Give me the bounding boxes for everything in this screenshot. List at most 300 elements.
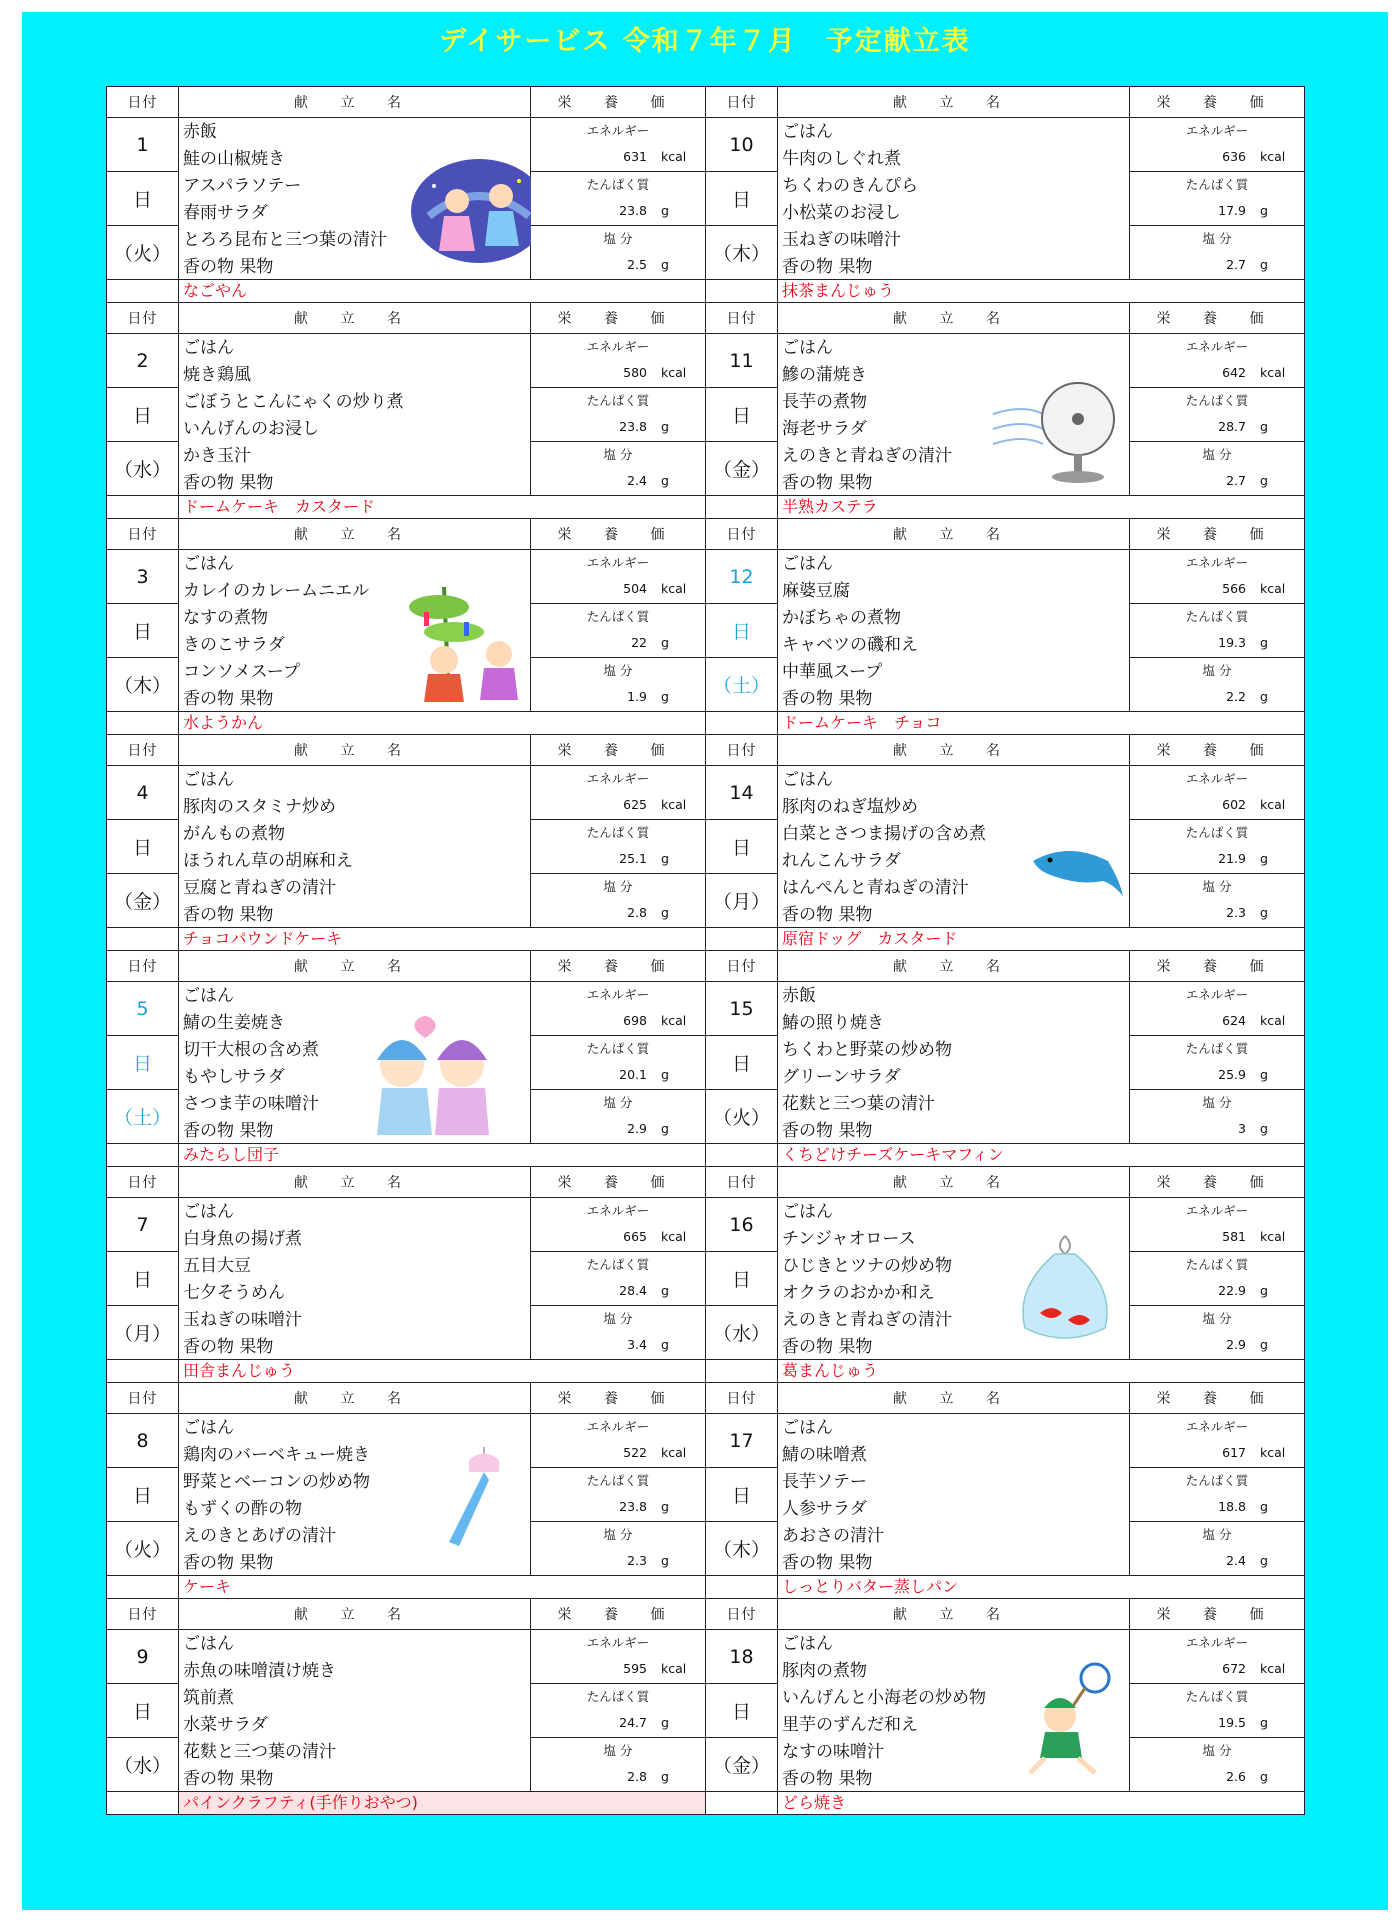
menu-item: えのきと青ねぎの清汁 bbox=[782, 1310, 952, 1330]
menu-item: 香の物 果物 bbox=[782, 905, 873, 925]
day-suffix: 日 bbox=[706, 1468, 778, 1522]
menu-list bbox=[179, 118, 531, 280]
day-suffix: 日 bbox=[706, 172, 778, 226]
date-blank-cell bbox=[107, 1360, 179, 1383]
menu-item: ごはん bbox=[183, 986, 234, 1006]
menu-item: 香の物 果物 bbox=[782, 1769, 873, 1789]
nutrition-label: たんぱく質 bbox=[586, 825, 650, 840]
menu-item: 香の物 果物 bbox=[782, 1337, 873, 1357]
day-suffix: 日 bbox=[107, 1036, 179, 1090]
header-menu: 献 立 名 bbox=[179, 735, 531, 766]
nutrition-label: たんぱく質 bbox=[586, 1257, 650, 1272]
menu-page bbox=[22, 12, 1388, 1910]
day-of-week: （火） bbox=[107, 226, 179, 280]
day-suffix: 日 bbox=[706, 388, 778, 442]
menu-item: 香の物 果物 bbox=[183, 1553, 274, 1573]
nutrition-value: 581 bbox=[1222, 1229, 1246, 1244]
header-date: 日付 bbox=[706, 735, 778, 766]
header-nutrition: 栄 養 価 bbox=[531, 735, 706, 766]
header-menu: 献 立 名 bbox=[179, 1167, 531, 1198]
nutrition-label: たんぱく質 bbox=[586, 1689, 650, 1704]
menu-item: 豆腐と青ねぎの清汁 bbox=[183, 878, 336, 898]
nutrition-protein bbox=[531, 604, 706, 658]
nutrition-unit: g bbox=[1260, 1337, 1268, 1352]
menu-item: 香の物 果物 bbox=[183, 1769, 274, 1789]
day-of-week: （金） bbox=[706, 1738, 778, 1792]
menu-item: 白菜とさつま揚げの含め煮 bbox=[782, 824, 986, 844]
header-menu: 献 立 名 bbox=[778, 1599, 1130, 1630]
date-blank-cell bbox=[107, 1576, 179, 1599]
nutrition-label: エネルギー bbox=[1185, 987, 1249, 1002]
nutrition-unit: g bbox=[661, 257, 669, 272]
nutrition-value: 3 bbox=[1238, 1121, 1246, 1136]
day-of-week: （水） bbox=[706, 1306, 778, 1360]
day-of-week: （金） bbox=[107, 874, 179, 928]
nutrition-label: たんぱく質 bbox=[1185, 1257, 1249, 1272]
nutrition-value: 2.8 bbox=[627, 905, 647, 920]
menu-item: 鯖の味噌煮 bbox=[782, 1445, 867, 1465]
nutrition-label: エネルギー bbox=[1185, 123, 1249, 138]
menu-item: 玉ねぎの味噌汁 bbox=[782, 230, 901, 250]
menu-item: 五目大豆 bbox=[183, 1256, 251, 1276]
menu-item: 鰺の蒲焼き bbox=[782, 365, 867, 385]
nutrition-unit: g bbox=[661, 851, 669, 866]
menu-list bbox=[179, 766, 531, 928]
day-suffix: 日 bbox=[706, 1252, 778, 1306]
menu-item: 鮭の山椒焼き bbox=[183, 149, 285, 169]
menu-item: 筑前煮 bbox=[183, 1688, 234, 1708]
date-blank-cell bbox=[107, 280, 179, 303]
nutrition-unit: g bbox=[1260, 203, 1268, 218]
menu-item: 香の物 果物 bbox=[183, 257, 274, 277]
nutrition-value: 625 bbox=[623, 797, 647, 812]
header-date: 日付 bbox=[706, 1383, 778, 1414]
nutrition-unit: g bbox=[1260, 1067, 1268, 1082]
menu-list bbox=[778, 550, 1130, 712]
nutrition-value: 504 bbox=[623, 581, 647, 596]
header-nutrition: 栄 養 価 bbox=[531, 1167, 706, 1198]
nutrition-value: 580 bbox=[623, 365, 647, 380]
nutrition-label: たんぱく質 bbox=[1185, 1473, 1249, 1488]
day-number: 2 bbox=[107, 334, 179, 388]
menu-item: カレイのカレームニエル bbox=[183, 581, 370, 601]
menu-list bbox=[179, 982, 531, 1144]
nutrition-value: 28.4 bbox=[619, 1283, 647, 1298]
nutrition-label: 塩 分 bbox=[1202, 1527, 1232, 1542]
day-suffix: 日 bbox=[706, 820, 778, 874]
nutrition-value: 1.9 bbox=[627, 689, 647, 704]
header-nutrition: 栄 養 価 bbox=[531, 519, 706, 550]
menu-item: 香の物 果物 bbox=[782, 1121, 873, 1141]
header-date: 日付 bbox=[107, 1167, 179, 1198]
nutrition-value: 602 bbox=[1222, 797, 1246, 812]
menu-item: ごぼうとこんにゃくの炒り煮 bbox=[183, 392, 404, 412]
nutrition-value: 28.7 bbox=[1218, 419, 1246, 434]
day-number: 11 bbox=[706, 334, 778, 388]
day-number: 3 bbox=[107, 550, 179, 604]
nutrition-unit: g bbox=[661, 905, 669, 920]
nutrition-value: 2.8 bbox=[627, 1769, 647, 1784]
nutrition-unit: kcal bbox=[661, 581, 687, 596]
day-number: 4 bbox=[107, 766, 179, 820]
date-blank-cell bbox=[107, 712, 179, 735]
menu-item: いんげんのお浸し bbox=[183, 419, 319, 439]
day-of-week: （火） bbox=[706, 1090, 778, 1144]
menu-grid bbox=[106, 86, 1305, 1815]
nutrition-protein bbox=[531, 388, 706, 442]
nutrition-salt bbox=[531, 1738, 706, 1792]
header-menu: 献 立 名 bbox=[179, 87, 531, 118]
menu-item: はんぺんと青ねぎの清汁 bbox=[782, 878, 969, 898]
day-suffix: 日 bbox=[107, 1684, 179, 1738]
nutrition-label: エネルギー bbox=[1185, 1635, 1249, 1650]
nutrition-kcal bbox=[1130, 334, 1305, 388]
nutrition-unit: g bbox=[661, 473, 669, 488]
menu-item: 赤魚の味噌漬け焼き bbox=[183, 1661, 336, 1681]
menu-item: チンジャオロース bbox=[782, 1229, 916, 1249]
nutrition-unit: kcal bbox=[1260, 1229, 1286, 1244]
nutrition-value: 642 bbox=[1222, 365, 1246, 380]
nutrition-label: たんぱく質 bbox=[1185, 393, 1249, 408]
nutrition-kcal bbox=[1130, 118, 1305, 172]
nutrition-value: 617 bbox=[1222, 1445, 1246, 1460]
menu-item: ちくわのきんぴら bbox=[782, 176, 918, 196]
nutrition-protein bbox=[1130, 388, 1305, 442]
header-date: 日付 bbox=[107, 1599, 179, 1630]
header-menu: 献 立 名 bbox=[778, 519, 1130, 550]
menu-item: とろろ昆布と三つ葉の清汁 bbox=[183, 230, 387, 250]
nutrition-unit: kcal bbox=[1260, 797, 1286, 812]
snack-item: ドームケーキ チョコ bbox=[778, 712, 1305, 735]
menu-item: ごはん bbox=[183, 1634, 234, 1654]
menu-item: もやしサラダ bbox=[183, 1067, 285, 1087]
nutrition-unit: kcal bbox=[661, 365, 687, 380]
nutrition-unit: g bbox=[1260, 419, 1268, 434]
day-block bbox=[706, 519, 1305, 735]
nutrition-value: 2.2 bbox=[1226, 689, 1246, 704]
menu-item: オクラのおかか和え bbox=[782, 1283, 935, 1303]
menu-item: れんこんサラダ bbox=[782, 851, 901, 871]
nutrition-salt bbox=[531, 226, 706, 280]
snack-item: チョコパウンドケーキ bbox=[179, 928, 706, 951]
nutrition-unit: kcal bbox=[1260, 365, 1286, 380]
nutrition-unit: g bbox=[661, 1067, 669, 1082]
menu-list bbox=[778, 334, 1130, 496]
nutrition-label: 塩 分 bbox=[603, 879, 633, 894]
nutrition-value: 566 bbox=[1222, 581, 1246, 596]
nutrition-label: たんぱく質 bbox=[1185, 1041, 1249, 1056]
nutrition-unit: g bbox=[661, 689, 669, 704]
header-menu: 献 立 名 bbox=[179, 1599, 531, 1630]
day-of-week: （金） bbox=[706, 442, 778, 496]
menu-item: 香の物 果物 bbox=[782, 1553, 873, 1573]
date-blank-cell bbox=[107, 496, 179, 519]
menu-item: なすの味噌汁 bbox=[782, 1742, 884, 1762]
menu-item: ごはん bbox=[183, 554, 234, 574]
nutrition-salt bbox=[1130, 1090, 1305, 1144]
day-number: 12 bbox=[706, 550, 778, 604]
menu-item: 赤飯 bbox=[782, 986, 816, 1006]
menu-item: あおさの清汁 bbox=[782, 1526, 884, 1546]
menu-item: 香の物 果物 bbox=[782, 689, 873, 709]
nutrition-unit: g bbox=[661, 1283, 669, 1298]
header-menu: 献 立 名 bbox=[179, 303, 531, 334]
nutrition-label: エネルギー bbox=[586, 1203, 650, 1218]
menu-item: 切干大根の含め煮 bbox=[183, 1040, 319, 1060]
nutrition-label: エネルギー bbox=[1185, 1203, 1249, 1218]
day-suffix: 日 bbox=[706, 1036, 778, 1090]
menu-item: 小松菜のお浸し bbox=[782, 203, 901, 223]
nutrition-value: 2.3 bbox=[1226, 905, 1246, 920]
menu-item: コンソメスープ bbox=[183, 662, 300, 682]
day-block bbox=[706, 303, 1305, 519]
nutrition-value: 672 bbox=[1222, 1661, 1246, 1676]
nutrition-label: 塩 分 bbox=[1202, 231, 1232, 246]
snack-item: みたらし団子 bbox=[179, 1144, 706, 1167]
day-number: 1 bbox=[107, 118, 179, 172]
header-nutrition: 栄 養 価 bbox=[531, 1383, 706, 1414]
nutrition-label: エネルギー bbox=[586, 1635, 650, 1650]
menu-item: 野菜とベーコンの炒め物 bbox=[183, 1472, 370, 1492]
day-block bbox=[107, 87, 706, 303]
nutrition-unit: g bbox=[661, 1769, 669, 1784]
header-date: 日付 bbox=[107, 519, 179, 550]
nutrition-kcal bbox=[1130, 1198, 1305, 1252]
menu-item: 玉ねぎの味噌汁 bbox=[183, 1310, 302, 1330]
snack-item: くちどけチーズケーキマフィン bbox=[778, 1144, 1305, 1167]
header-menu: 献 立 名 bbox=[778, 303, 1130, 334]
nutrition-value: 19.3 bbox=[1218, 635, 1246, 650]
day-number: 16 bbox=[706, 1198, 778, 1252]
nutrition-label: エネルギー bbox=[586, 771, 650, 786]
nutrition-unit: g bbox=[1260, 1769, 1268, 1784]
menu-item: 香の物 果物 bbox=[183, 1121, 274, 1141]
menu-item: 豚肉の煮物 bbox=[782, 1661, 867, 1681]
header-nutrition: 栄 養 価 bbox=[1130, 303, 1305, 334]
nutrition-label: たんぱく質 bbox=[586, 1041, 650, 1056]
menu-item: ごはん bbox=[782, 770, 833, 790]
nutrition-protein bbox=[531, 1684, 706, 1738]
nutrition-unit: kcal bbox=[661, 1661, 687, 1676]
nutrition-salt bbox=[1130, 1738, 1305, 1792]
menu-item: えのきとあげの清汁 bbox=[183, 1526, 336, 1546]
nutrition-protein bbox=[531, 1468, 706, 1522]
menu-item: ごはん bbox=[183, 338, 234, 358]
menu-list bbox=[778, 118, 1130, 280]
nutrition-kcal bbox=[1130, 1630, 1305, 1684]
nutrition-protein bbox=[1130, 1252, 1305, 1306]
nutrition-kcal bbox=[531, 1198, 706, 1252]
nutrition-unit: g bbox=[1260, 905, 1268, 920]
nutrition-unit: g bbox=[661, 1499, 669, 1514]
day-of-week: （月） bbox=[107, 1306, 179, 1360]
nutrition-unit: g bbox=[661, 635, 669, 650]
nutrition-label: 塩 分 bbox=[1202, 1743, 1232, 1758]
nutrition-protein bbox=[1130, 172, 1305, 226]
header-date: 日付 bbox=[107, 735, 179, 766]
nutrition-value: 665 bbox=[623, 1229, 647, 1244]
day-of-week: （水） bbox=[107, 442, 179, 496]
menu-item: ごはん bbox=[782, 338, 833, 358]
nutrition-unit: kcal bbox=[1260, 1661, 1286, 1676]
menu-item: 白身魚の揚げ煮 bbox=[183, 1229, 302, 1249]
day-block bbox=[107, 735, 706, 951]
menu-item: いんげんと小海老の炒め物 bbox=[782, 1688, 986, 1708]
nutrition-unit: kcal bbox=[1260, 1445, 1286, 1460]
nutrition-value: 24.7 bbox=[619, 1715, 647, 1730]
day-of-week: （木） bbox=[706, 1522, 778, 1576]
nutrition-label: エネルギー bbox=[1185, 555, 1249, 570]
nutrition-kcal bbox=[531, 982, 706, 1036]
nutrition-protein bbox=[1130, 1036, 1305, 1090]
nutrition-label: 塩 分 bbox=[603, 1311, 633, 1326]
header-menu: 献 立 名 bbox=[179, 951, 531, 982]
menu-item: ごはん bbox=[183, 770, 234, 790]
snack-item: どら焼き bbox=[778, 1792, 1305, 1815]
nutrition-value: 25.1 bbox=[619, 851, 647, 866]
menu-item: 麻婆豆腐 bbox=[782, 581, 850, 601]
menu-item: 赤飯 bbox=[183, 122, 217, 142]
nutrition-value: 18.8 bbox=[1218, 1499, 1246, 1514]
header-date: 日付 bbox=[107, 87, 179, 118]
header-date: 日付 bbox=[107, 1383, 179, 1414]
nutrition-value: 22 bbox=[631, 635, 647, 650]
nutrition-unit: g bbox=[1260, 1121, 1268, 1136]
snack-item: なごやん bbox=[179, 280, 706, 303]
menu-list bbox=[778, 982, 1130, 1144]
nutrition-salt bbox=[1130, 1306, 1305, 1360]
nutrition-value: 3.4 bbox=[627, 1337, 647, 1352]
menu-list bbox=[179, 334, 531, 496]
nutrition-value: 631 bbox=[623, 149, 647, 164]
nutrition-label: 塩 分 bbox=[603, 663, 633, 678]
menu-item: もずくの酢の物 bbox=[183, 1499, 302, 1519]
menu-list bbox=[778, 766, 1130, 928]
day-number: 5 bbox=[107, 982, 179, 1036]
menu-item: えのきと青ねぎの清汁 bbox=[782, 446, 952, 466]
nutrition-value: 2.7 bbox=[1226, 473, 1246, 488]
menu-item: 香の物 果物 bbox=[782, 473, 873, 493]
nutrition-unit: kcal bbox=[1260, 581, 1286, 596]
nutrition-unit: g bbox=[1260, 1715, 1268, 1730]
menu-item: 香の物 果物 bbox=[183, 905, 274, 925]
nutrition-value: 25.9 bbox=[1218, 1067, 1246, 1082]
nutrition-protein bbox=[531, 820, 706, 874]
nutrition-value: 2.3 bbox=[627, 1553, 647, 1568]
nutrition-value: 636 bbox=[1222, 149, 1246, 164]
nutrition-label: エネルギー bbox=[1185, 771, 1249, 786]
day-block bbox=[107, 1383, 706, 1599]
menu-item: きのこサラダ bbox=[183, 635, 285, 655]
menu-list bbox=[179, 1630, 531, 1792]
nutrition-value: 23.8 bbox=[619, 419, 647, 434]
menu-item: かぼちゃの煮物 bbox=[782, 608, 901, 628]
header-menu: 献 立 名 bbox=[778, 87, 1130, 118]
nutrition-label: エネルギー bbox=[1185, 339, 1249, 354]
menu-item: ひじきとツナの炒め物 bbox=[782, 1256, 952, 1276]
header-nutrition: 栄 養 価 bbox=[531, 1599, 706, 1630]
menu-list bbox=[778, 1630, 1130, 1792]
menu-item: ほうれん草の胡麻和え bbox=[183, 851, 353, 871]
nutrition-unit: kcal bbox=[1260, 1013, 1286, 1028]
date-blank-cell bbox=[107, 928, 179, 951]
header-nutrition: 栄 養 価 bbox=[1130, 519, 1305, 550]
nutrition-value: 595 bbox=[623, 1661, 647, 1676]
nutrition-value: 23.8 bbox=[619, 1499, 647, 1514]
header-nutrition: 栄 養 価 bbox=[1130, 1383, 1305, 1414]
snack-item: 抹茶まんじゅう bbox=[778, 280, 1305, 303]
nutrition-unit: g bbox=[1260, 851, 1268, 866]
nutrition-kcal bbox=[1130, 982, 1305, 1036]
snack-item: 田舎まんじゅう bbox=[179, 1360, 706, 1383]
header-menu: 献 立 名 bbox=[778, 951, 1130, 982]
day-of-week: （木） bbox=[107, 658, 179, 712]
nutrition-salt bbox=[531, 1090, 706, 1144]
menu-list bbox=[778, 1414, 1130, 1576]
nutrition-salt bbox=[531, 874, 706, 928]
header-nutrition: 栄 養 価 bbox=[1130, 951, 1305, 982]
nutrition-value: 624 bbox=[1222, 1013, 1246, 1028]
nutrition-unit: g bbox=[661, 203, 669, 218]
header-date: 日付 bbox=[706, 1167, 778, 1198]
menu-item: 海老サラダ bbox=[782, 419, 867, 439]
day-number: 18 bbox=[706, 1630, 778, 1684]
menu-item: 豚肉のねぎ塩炒め bbox=[782, 797, 918, 817]
nutrition-label: たんぱく質 bbox=[1185, 825, 1249, 840]
menu-item: ごはん bbox=[782, 1634, 833, 1654]
header-date: 日付 bbox=[706, 87, 778, 118]
menu-item: 七夕そうめん bbox=[183, 1283, 285, 1303]
day-suffix: 日 bbox=[107, 820, 179, 874]
nutrition-unit: g bbox=[661, 1121, 669, 1136]
header-date: 日付 bbox=[706, 951, 778, 982]
nutrition-unit: g bbox=[661, 419, 669, 434]
date-blank-cell bbox=[706, 712, 778, 735]
nutrition-value: 2.4 bbox=[627, 473, 647, 488]
day-number: 10 bbox=[706, 118, 778, 172]
day-number: 7 bbox=[107, 1198, 179, 1252]
menu-item: ごはん bbox=[782, 1418, 833, 1438]
nutrition-label: 塩 分 bbox=[603, 447, 633, 462]
nutrition-unit: g bbox=[1260, 473, 1268, 488]
nutrition-value: 522 bbox=[623, 1445, 647, 1460]
menu-item: ごはん bbox=[782, 1202, 833, 1222]
nutrition-salt bbox=[531, 1522, 706, 1576]
header-date: 日付 bbox=[706, 1599, 778, 1630]
nutrition-label: たんぱく質 bbox=[586, 609, 650, 624]
day-number: 14 bbox=[706, 766, 778, 820]
menu-item: キャベツの磯和え bbox=[782, 635, 918, 655]
day-number: 15 bbox=[706, 982, 778, 1036]
menu-item: 鯖の生姜焼き bbox=[183, 1013, 285, 1033]
day-of-week: （土） bbox=[107, 1090, 179, 1144]
nutrition-value: 2.5 bbox=[627, 257, 647, 272]
header-nutrition: 栄 養 価 bbox=[1130, 1167, 1305, 1198]
menu-item: 香の物 果物 bbox=[183, 689, 274, 709]
nutrition-label: 塩 分 bbox=[1202, 879, 1232, 894]
menu-item: 人参サラダ bbox=[782, 1499, 867, 1519]
nutrition-value: 2.9 bbox=[1226, 1337, 1246, 1352]
nutrition-salt bbox=[1130, 226, 1305, 280]
nutrition-salt bbox=[1130, 874, 1305, 928]
nutrition-value: 23.8 bbox=[619, 203, 647, 218]
nutrition-unit: g bbox=[1260, 1283, 1268, 1298]
header-nutrition: 栄 養 価 bbox=[1130, 735, 1305, 766]
menu-item: ちくわと野菜の炒め物 bbox=[782, 1040, 952, 1060]
nutrition-label: 塩 分 bbox=[603, 1743, 633, 1758]
menu-item: 香の物 果物 bbox=[183, 1337, 274, 1357]
day-block bbox=[107, 303, 706, 519]
